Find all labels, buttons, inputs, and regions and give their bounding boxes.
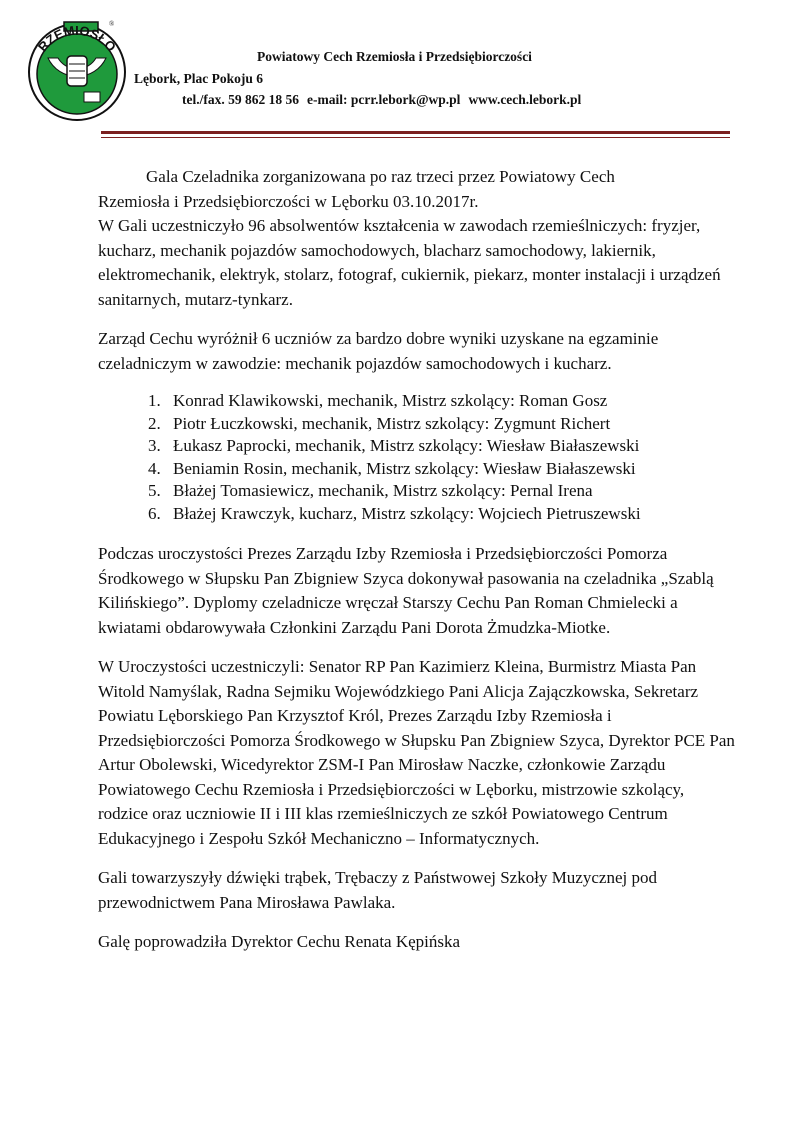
winners-list bbox=[98, 390, 738, 525]
rzemioslo-logo bbox=[26, 18, 128, 124]
list-item: 5. Błażej Tomasiewicz, mechanik, Mistrz szkolący: Pernal Irena bbox=[148, 481, 593, 500]
organization-address: Lębork, Plac Pokoju 6 bbox=[134, 71, 264, 86]
header-divider-thin bbox=[101, 137, 730, 138]
intro-paragraph-line2: Rzemiosła i Przedsiębiorczości w Lęborku 03.10.2017r. bbox=[98, 191, 479, 211]
organization-name: Powiatowy Cech Rzemiosła i Przedsiębiorczości bbox=[257, 49, 532, 64]
phone-fax: tel./fax. 59 862 18 56 bbox=[182, 92, 299, 107]
email-address[interactable]: e-mail: pcrr.lebork@wp.pl bbox=[307, 92, 461, 107]
music-paragraph: Gali towarzyszyły dźwięki trąbek, Trębaczy z Państwowej Szkoły Muzycznej pod przewodnictwem Pana Mirosława Pawlaka. bbox=[98, 868, 657, 912]
guests-paragraph: W Uroczystości uczestniczyli: Senator RP Pan Kazimierz Kleina, Burmistrz Miasta Pan Witold Namyślak, Radna Sejmiku Wojewódzkiego Pani Alicja Zajączkowska, Sekretarz Powiatu Lęborskiego Pan Krzysztof Król, Prezes Zarządu Izby Rzemiosła i Przedsiębiorczości Pomorza Środkowego w Słupsku Pan Zbigniew Szyca, Dyrektor PCE Pan Artur Obolewski, Wicedyrektor ZSM-I Pan Mirosław Naczke, członkowie Zarządu Powiatowego Cechu Rzemiosła i Przedsiębiorczości w Lęborku, mistrzowie szkolący, rodzice oraz uczniowie II i III klas rzemieślniczych ze szkół Powiatowego Centrum Edukacyjnego i Zespołu Szkół Mechaniczno – Informatycznych. bbox=[98, 657, 735, 848]
registered-mark: ® bbox=[109, 20, 115, 28]
awards-intro-paragraph: Zarząd Cechu wyróżnił 6 uczniów za bardzo dobre wyniki uzyskane na egzaminie czeladniczym w zawodzie: mechanik pojazdów samochodowych i kucharz. bbox=[98, 329, 659, 373]
ceremony-paragraph: Podczas uroczystości Prezes Zarządu Izby Rzemiosła i Przedsiębiorczości Pomorza Środkowego w Słupsku Pan Zbigniew Szyca dokonywał pasowania na czeladnika „Szablą Kilińskiego”. Dyplomy czeladnicze wręczał Starszy Cechu Pan Roman Chmielecki a kwiatami obdarowywała Członkini Zarządu Pani Dorota Żmudzka-Miotke. bbox=[98, 544, 714, 637]
host-paragraph: Galę poprowadziła Dyrektor Cechu Renata Kępińska bbox=[98, 932, 461, 951]
website-link[interactable]: www.cech.lebork.pl bbox=[468, 92, 582, 107]
organization-contact bbox=[182, 92, 589, 108]
article-body bbox=[98, 165, 738, 955]
list-item: 6. Błażej Krawczyk, kucharz, Mistrz szkolący: Wojciech Pietruszewski bbox=[148, 503, 641, 523]
header-divider-thick bbox=[101, 131, 730, 134]
intro-paragraph-line1: Gala Czeladnika zorganizowana po raz trzeci przez Powiatowy Cech bbox=[146, 167, 615, 186]
list-item: 3. Łukasz Paprocki, mechanik, Mistrz szkolący: Wiesław Białaszewski bbox=[148, 436, 640, 455]
list-item: 2. Piotr Łuczkowski, mechanik, Mistrz szkolący: Zygmunt Richert bbox=[148, 413, 611, 433]
list-item: 4. Beniamin Rosin, mechanik, Mistrz szkolący: Wiesław Białaszewski bbox=[148, 458, 636, 478]
participants-paragraph: W Gali uczestniczyło 96 absolwentów kształcenia w zawodach rzemieślniczych: fryzjer, kucharz, mechanik pojazdów samochodowych, blacharz samochodowy, lakiernik, elektromechanik, elektryk, stolarz, fotograf, cukiernik, piekarz, monter instalacji i urządzeń sanitarnych, mutarz-tynkarz. bbox=[98, 216, 721, 309]
svg-text:RZEMIOSŁO: RZEMIOSŁO bbox=[34, 22, 120, 55]
list-item: 1. Konrad Klawikowski, mechanik, Mistrz szkolący: Roman Gosz bbox=[148, 391, 608, 410]
